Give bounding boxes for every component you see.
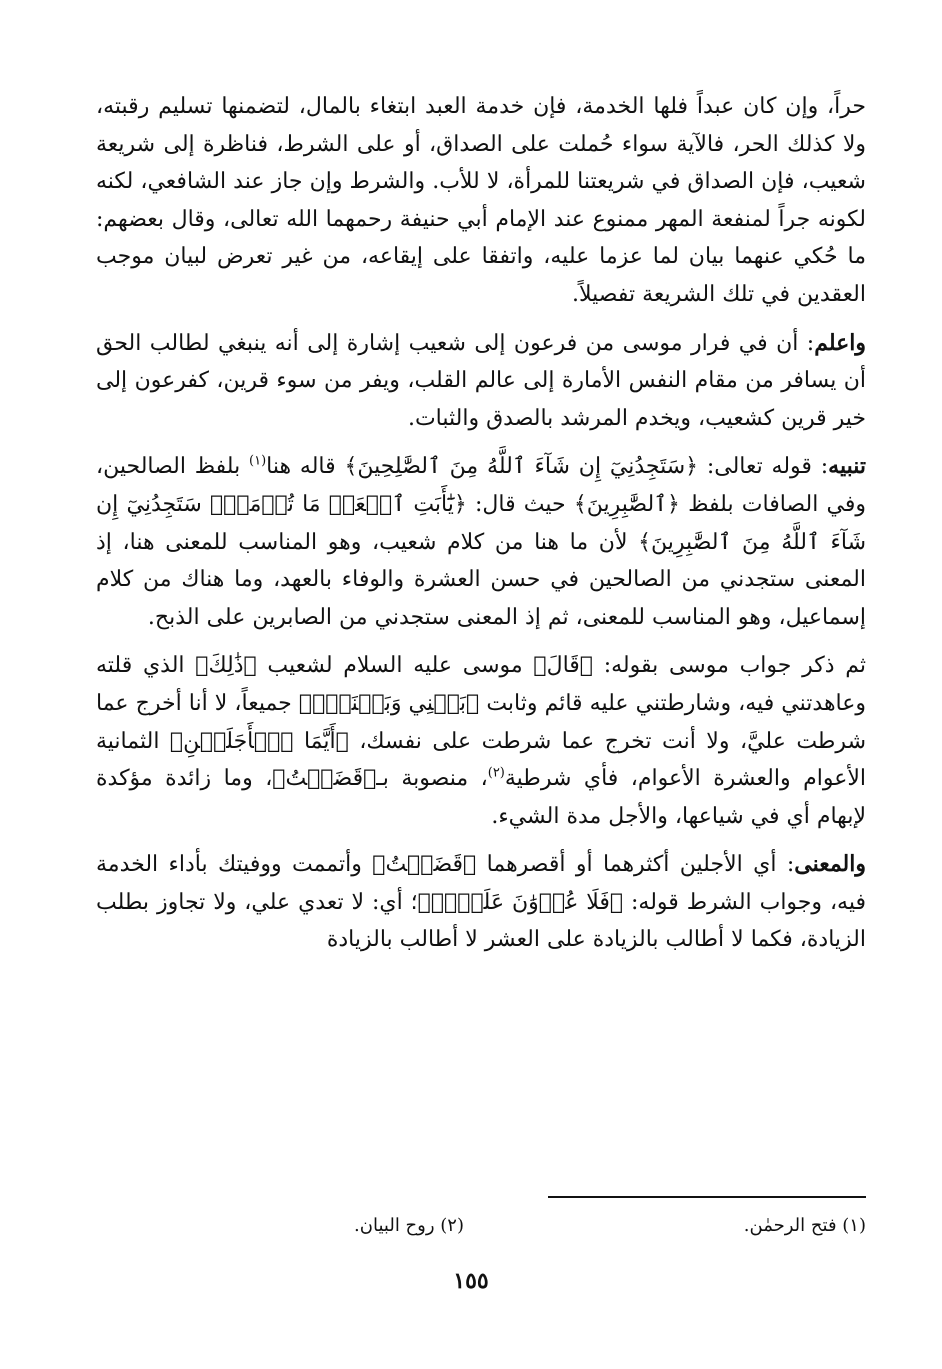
paragraph-3-lead: تنبيه <box>828 453 866 480</box>
footnote-ref-2: (٢) <box>487 765 505 781</box>
paragraph-1 <box>96 88 866 314</box>
paragraph-2-lead: واعلم <box>814 329 866 356</box>
paragraph-3-text-b: بلفظ الصالحين، وفي الصافات بلفظ ﴿ٱلصَّٰبِرِينَ﴾ حيث قال: ﴿يَٰٓأَبَتِ ٱفۡعَلۡ مَا تُؤۡمَرُۖ سَتَجِدُنِيٓ إِن شَآءَ ٱللَّهُ مِنَ ٱلصَّٰبِرِينَ﴾ لأن ما هنا من كلام شعيب، وهو المناسب للمعنى هنا، إذ المعنى ستجدني من الصالحين في حسن العشرة والوفاء بالعهد، وما هناك من كلام إسماعيل، وهو المناسب للمعنى، ثم إذ المعنى ستجدني من الصابرين على الذبح. <box>96 454 866 630</box>
paragraph-5 <box>96 846 866 959</box>
footnote-divider <box>548 1196 866 1198</box>
paragraph-4-text-b: ، منصوبة بـ﴿قَضَيۡتُ﴾، وما زائدة مؤكدة لإبهام أي في شياعها، والأجل مدة الشيء. <box>96 766 866 829</box>
footnote-2: (٢) روح البيان. <box>354 1215 464 1236</box>
paragraph-2-text: : أن في فرار موسى من فرعون إلى شعيب إشارة إلى أنه ينبغي لطالب الحق أن يسافر من مقام النفس الأمارة إلى عالم القلب، ويفر من سوء قرين، كفرعون إلى خير قرين كشعيب، ويخدم المرشد بالصدق والثبات. <box>96 330 866 431</box>
paragraph-4 <box>96 647 866 835</box>
footnote-1: (١) فتح الرحمٰن. <box>743 1215 866 1236</box>
footnote-ref-1: (١) <box>249 454 267 470</box>
paragraph-3-text-a: : قوله تعالى: ﴿سَتَجِدُنِيٓ إِن شَآءَ ٱللَّهُ مِنَ ٱلصَّٰلِحِينَ﴾ قاله هنا <box>266 454 829 480</box>
page-body <box>96 88 866 959</box>
paragraph-1-text: حراً، وإن كان عبداً فلها الخدمة، فإن خدمة العبد ابتغاء بالمال، لتضمنها تسليم رقبته، ولا كذلك الحر، فالآية سواء حُملت على الصداق، أو على الشرط، فناظرة إلى شريعة شعيب، فإن الصداق في شريعتنا للمرأة، لا للأب. والشرط وإن جاز عند الشافعي، لكنه لكونه جراً لمنفعة المهر ممنوع عند الإمام أبي حنيفة رحمهما الله تعالى، وقال بعضهم: ما حُكي عنهما بيان لما عزما عليه، واتفقا على إيقاعه، من غير تعرض لبيان موجب العقدين في تلك الشريعة تفصيلاً. <box>96 94 866 307</box>
paragraph-5-text: : أي الأجلين أكثرهما أو أقصرهما ﴿قَضَيۡتُ﴾ وأتممت ووفيتك بأداء الخدمة فيه، وجواب الشرط قوله: ﴿فَلَا عُدۡوَٰنَ عَلَيَّۖ﴾؛ أي: لا تعدي علي، ولا تجاوز بطلب الزيادة، فكما لا أطالب بالزيادة على العشر لا أطالب بالزيادة <box>96 852 866 953</box>
paragraph-2 <box>96 325 866 438</box>
paragraph-4-text-a: ثم ذكر جواب موسى بقوله: ﴿قَالَ﴾ موسى عليه السلام لشعيب ﴿ذَٰلِكَ﴾ الذي قلته وعاهدتني فيه، وشارطتني عليه قائم وثابت ﴿بَيۡنِي وَبَيۡنَكَۖ﴾ جميعاً، لا أنا أخرج عما شرطت عليَّ، ولا أنت تخرج عما شرطت على نفسك، ﴿أَيَّمَا ٱلۡأَجَلَيۡنِ﴾ الثمانية الأعوام والعشرة الأعوام، فأي شرطية <box>96 653 866 792</box>
paragraph-3 <box>96 448 866 636</box>
paragraph-5-lead: والمعنى <box>794 851 866 878</box>
page-number: ١٥٥ <box>453 1268 489 1294</box>
